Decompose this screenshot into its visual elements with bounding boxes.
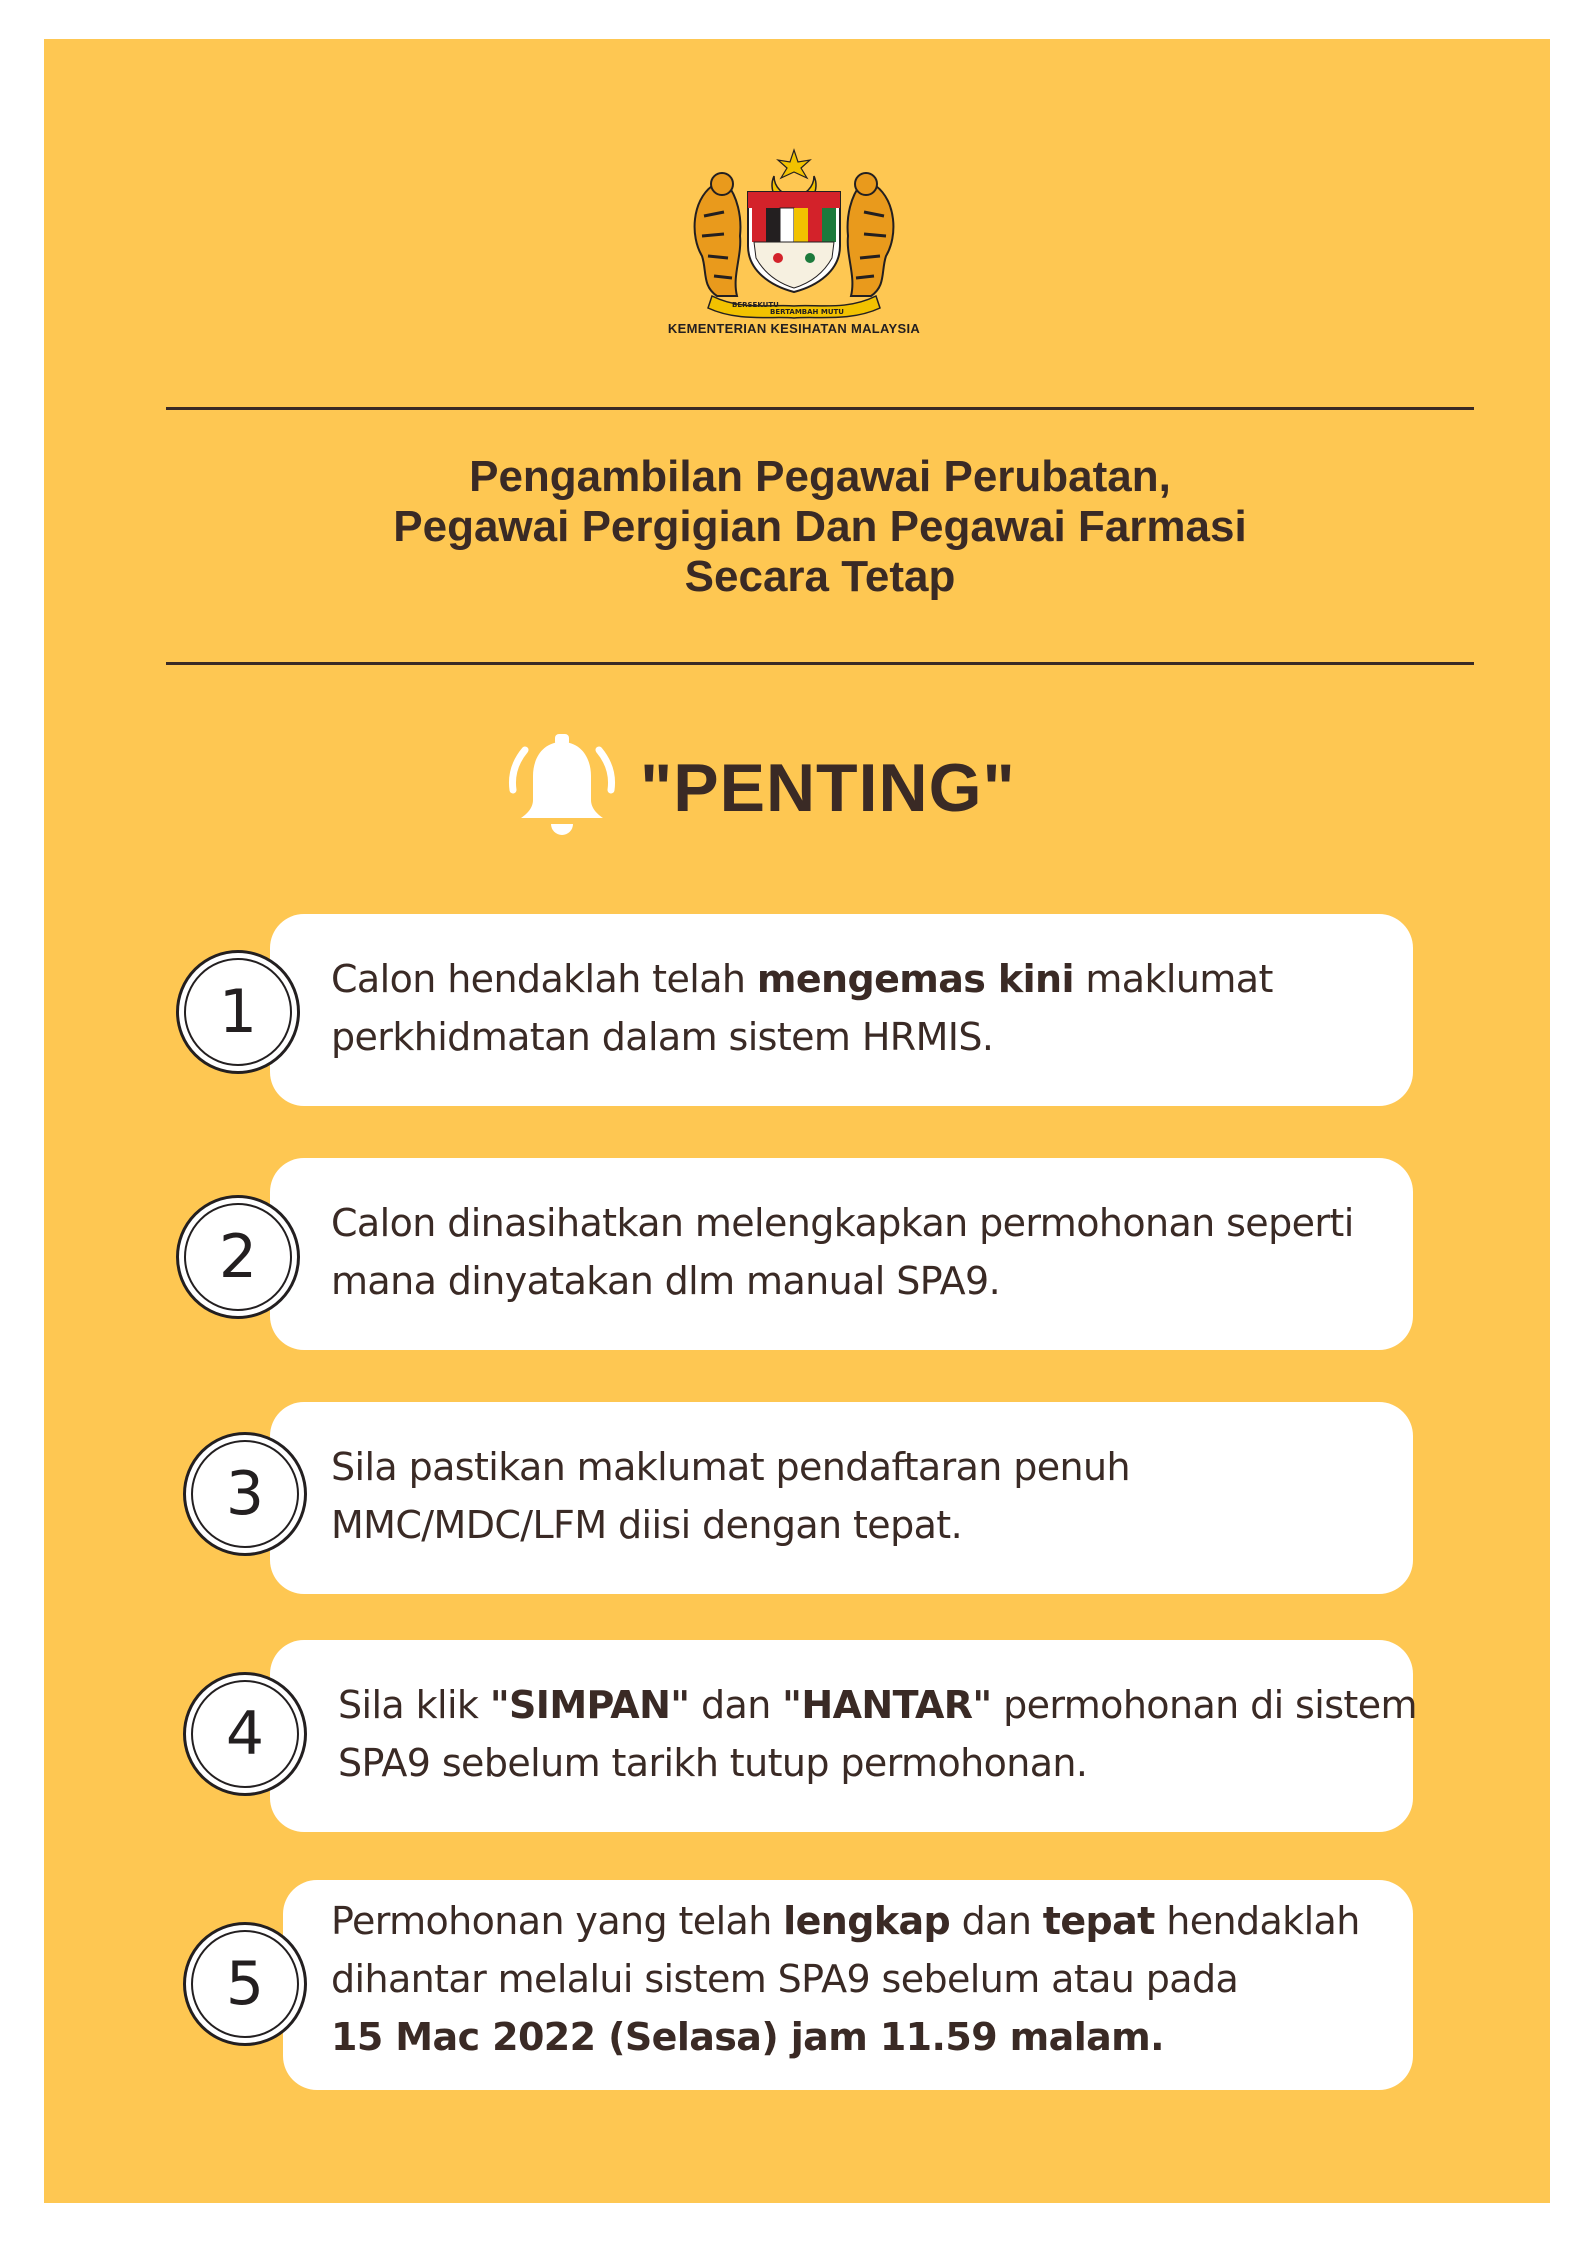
notice-card-2 bbox=[270, 1158, 1413, 1350]
notice-card-5 bbox=[283, 1880, 1413, 2090]
card-text: Sila klik "SIMPAN" dan "HANTAR" permohonan di sistem SPA9 sebelum tarikh tutup permohonan. bbox=[338, 1683, 1417, 1785]
card-text: Sila pastikan maklumat pendaftaran penuh MMC/MDC/LFM diisi dengan tepat. bbox=[331, 1445, 1130, 1547]
title-line-3: Secara Tetap bbox=[684, 552, 956, 601]
ministry-name: KEMENTERIAN KESIHATAN MALAYSIA bbox=[667, 321, 921, 336]
title-line-1: Pengambilan Pegawai Perubatan, bbox=[469, 452, 1171, 501]
step-number-2: 2 bbox=[176, 1195, 300, 1319]
step-number-5: 5 bbox=[183, 1922, 307, 2046]
bottom-divider bbox=[166, 662, 1474, 665]
coat-of-arms-logo bbox=[682, 146, 906, 320]
notice-card-4 bbox=[270, 1640, 1417, 1832]
notice-card-3 bbox=[270, 1402, 1413, 1594]
notice-card-1 bbox=[270, 914, 1413, 1106]
card-text: Calon dinasihatkan melengkapkan permohonan seperti mana dinyatakan dlm manual SPA9. bbox=[331, 1201, 1354, 1303]
page-title bbox=[166, 452, 1474, 602]
card-text: Permohonan yang telah lengkap dan tepat hendaklah dihantar melalui sistem SPA9 sebelum atau pada 15 Mac 2022 (Selasa) jam 11.59 malam. bbox=[331, 1899, 1360, 2059]
svg-text:BERTAMBAH MUTU: BERTAMBAH MUTU bbox=[770, 308, 844, 316]
top-divider bbox=[166, 407, 1474, 410]
card-text: Calon hendaklah telah mengemas kini maklumat perkhidmatan dalam sistem HRMIS. bbox=[331, 957, 1273, 1059]
step-number-3: 3 bbox=[183, 1432, 307, 1556]
step-number-1: 1 bbox=[176, 950, 300, 1074]
important-heading: "PENTING" bbox=[640, 750, 1016, 826]
poster-background bbox=[44, 39, 1550, 2203]
svg-text:BERSEKUTU: BERSEKUTU bbox=[732, 301, 779, 309]
bell-icon bbox=[503, 728, 621, 846]
title-line-2: Pegawai Pergigian Dan Pegawai Farmasi bbox=[393, 502, 1247, 551]
step-number-4: 4 bbox=[183, 1672, 307, 1796]
